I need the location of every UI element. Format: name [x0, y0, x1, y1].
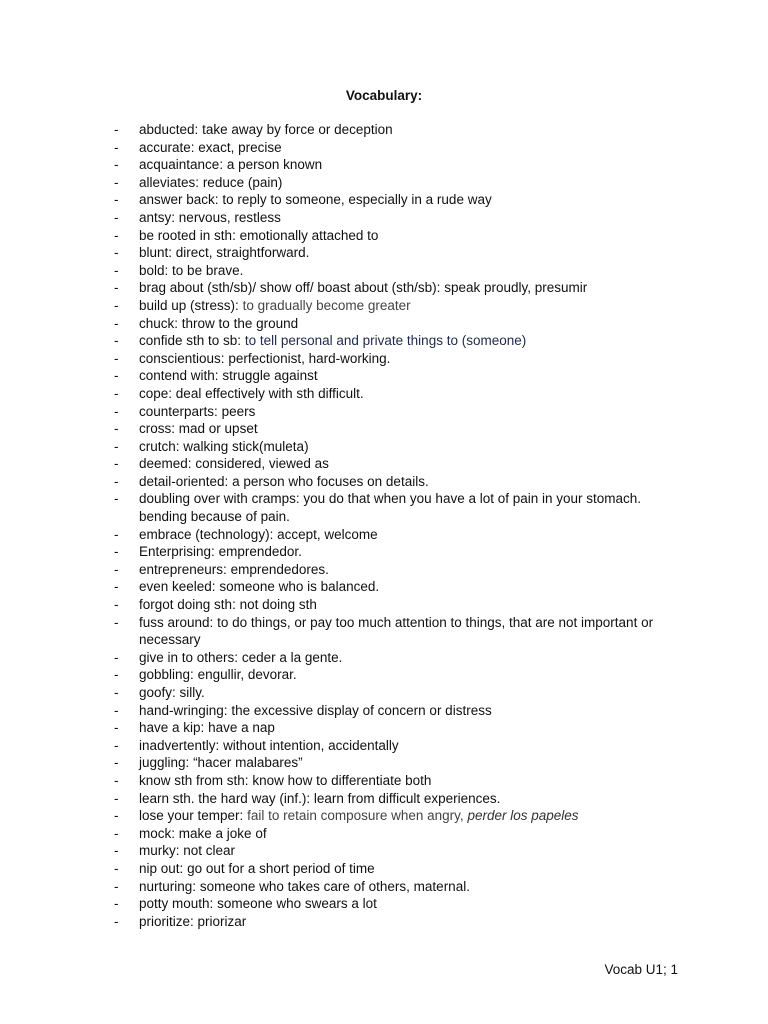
vocab-term: lose your temper:	[139, 808, 244, 824]
vocab-term: give in to others:	[139, 649, 239, 665]
vocab-definition: accept, welcome	[277, 526, 378, 542]
vocab-definition: not doing sth	[239, 597, 317, 613]
bullet-dash: -	[114, 561, 119, 577]
vocab-term: deemed:	[139, 456, 192, 472]
page-footer: Vocab U1; 1	[604, 962, 678, 977]
bullet-dash: -	[114, 790, 119, 806]
bullet-dash: -	[114, 209, 119, 225]
vocab-entry	[114, 438, 674, 456]
vocab-definition: make a joke of	[178, 825, 267, 841]
vocab-term: antsy:	[139, 209, 176, 225]
bullet-dash: -	[114, 456, 119, 472]
vocab-definition: direct, straightforward.	[175, 245, 310, 261]
vocab-definition: to reply to someone, especially in a rude way	[222, 192, 492, 208]
vocab-term: confide sth to sb:	[139, 333, 242, 349]
vocab-term: acquaintance:	[139, 157, 224, 173]
bullet-dash: -	[114, 438, 119, 454]
vocab-term: detail-oriented:	[139, 473, 229, 489]
vocab-term: brag about (sth/sb)/ show off/ boast about (sth/sb):	[139, 280, 441, 296]
vocab-definition: learn from difficult experiences.	[313, 790, 501, 806]
bullet-dash: -	[114, 473, 119, 489]
vocab-entry	[114, 490, 674, 525]
bullet-dash: -	[114, 139, 119, 155]
bullet-dash: -	[114, 315, 119, 331]
vocab-entry	[114, 473, 674, 491]
bullet-dash: -	[114, 649, 119, 665]
bullet-dash: -	[114, 614, 119, 630]
vocab-definition: a person known	[226, 157, 323, 173]
vocab-term: nip out:	[139, 860, 184, 876]
vocab-term: bold:	[139, 262, 169, 278]
bullet-dash: -	[114, 825, 119, 841]
vocab-definition: exact, precise	[198, 139, 282, 155]
vocab-entry	[114, 754, 674, 772]
bullet-dash: -	[114, 245, 119, 261]
vocab-definition: emprendedores.	[230, 561, 329, 577]
vocab-term: abducted:	[139, 122, 199, 137]
vocab-entry	[114, 279, 674, 297]
vocab-definition: someone who swears a lot	[217, 896, 377, 912]
bullet-dash: -	[114, 297, 119, 313]
vocab-definition: “hacer malabares”	[193, 755, 303, 771]
vocab-term: Enterprising:	[139, 544, 215, 560]
vocab-term: fuss around:	[139, 614, 214, 630]
vocab-term: forgot doing sth:	[139, 597, 236, 613]
bullet-dash: -	[114, 192, 119, 208]
vocab-entry	[114, 244, 674, 262]
vocab-definition: throw to the ground	[181, 315, 299, 331]
vocab-definition: silly.	[179, 685, 205, 700]
bullet-dash: -	[114, 403, 119, 419]
bullet-dash: -	[114, 350, 119, 366]
bullet-dash: -	[114, 720, 119, 736]
vocab-term: doubling over with cramps:	[139, 491, 300, 507]
vocab-term: accurate:	[139, 139, 195, 155]
bullet-dash: -	[114, 737, 119, 753]
vocab-definition: engullir, devorar.	[197, 667, 297, 683]
bullet-dash: -	[114, 667, 119, 683]
bullet-dash: -	[114, 368, 119, 384]
vocab-entry	[114, 455, 674, 473]
vocab-entry	[114, 332, 674, 350]
vocab-definition: perfectionist, hard-working.	[228, 350, 391, 366]
vocab-term: contend with:	[139, 368, 219, 384]
page-title: Vocabulary:	[345, 88, 423, 103]
vocab-term: goofy:	[139, 685, 176, 700]
vocab-definition: to tell personal and private things to (someone)	[244, 333, 527, 349]
vocabulary-list	[114, 121, 674, 930]
bullet-dash: -	[114, 262, 119, 278]
vocab-term: build up (stress):	[139, 297, 239, 313]
vocab-definition: go out for a short period of time	[187, 860, 375, 876]
bullet-dash: -	[114, 878, 119, 894]
vocab-definition: emotionally attached to	[239, 227, 379, 243]
bullet-dash: -	[114, 174, 119, 190]
vocab-term: entrepreneurs:	[139, 561, 227, 577]
bullet-dash: -	[114, 843, 119, 859]
vocab-definition: not clear	[183, 843, 236, 859]
vocab-definition: walking stick(muleta)	[183, 438, 309, 454]
vocab-definition: deal effectively with sth difficult.	[175, 385, 364, 401]
bullet-dash: -	[114, 685, 119, 700]
vocab-entry	[114, 385, 674, 403]
vocab-entry	[114, 684, 674, 702]
vocab-entry	[114, 737, 674, 755]
bullet-dash: -	[114, 122, 119, 137]
vocab-entry	[114, 209, 674, 227]
vocab-entry	[114, 666, 674, 684]
vocab-definition: mad or upset	[178, 421, 258, 437]
vocab-term: potty mouth:	[139, 896, 214, 912]
vocab-definition: without intention, accidentally	[223, 737, 399, 753]
vocab-entry	[114, 913, 674, 931]
vocab-definition: speak proudly, presumir	[444, 280, 588, 296]
vocab-entry	[114, 297, 674, 315]
bullet-dash: -	[114, 913, 119, 929]
vocab-term: prioritize:	[139, 913, 194, 929]
vocab-definition: considered, viewed as	[195, 456, 329, 472]
vocab-entry	[114, 596, 674, 614]
vocab-entry	[114, 878, 674, 896]
vocab-definition: a person who focuses on details.	[232, 473, 429, 489]
vocab-term: blunt:	[139, 245, 173, 261]
vocab-definition: take away by force or deception	[202, 122, 393, 137]
vocab-entry	[114, 139, 674, 157]
bullet-dash: -	[114, 755, 119, 771]
vocab-term: counterparts:	[139, 403, 218, 419]
vocab-entry	[114, 262, 674, 280]
vocab-definition: fail to retain composure when angry,	[247, 808, 464, 824]
vocab-entry	[114, 614, 674, 649]
vocab-definition: to do things, or pay too much attention to things, that are not important or necessary	[139, 614, 654, 648]
bullet-dash: -	[114, 333, 119, 349]
vocab-entry	[114, 526, 674, 544]
vocab-definition: nervous, restless	[178, 209, 281, 225]
vocab-term: be rooted in sth:	[139, 227, 236, 243]
vocab-term: know sth from sth:	[139, 772, 249, 788]
vocab-term: chuck:	[139, 315, 179, 331]
bullet-dash: -	[114, 597, 119, 613]
vocab-entry	[114, 649, 674, 667]
vocab-term: crutch:	[139, 438, 180, 454]
vocab-term: embrace (technology):	[139, 526, 274, 542]
bullet-dash: -	[114, 491, 119, 507]
vocab-definition-italic: perder los papeles	[467, 808, 579, 824]
vocab-entry	[114, 121, 674, 139]
vocab-term: gobbling:	[139, 667, 194, 683]
vocab-term: have a kip:	[139, 720, 205, 736]
vocab-term: cope:	[139, 385, 173, 401]
vocab-term: murky:	[139, 843, 180, 859]
vocab-entry	[114, 842, 674, 860]
vocab-term: alleviates:	[139, 174, 200, 190]
vocab-entry	[114, 860, 674, 878]
vocab-entry	[114, 156, 674, 174]
bullet-dash: -	[114, 808, 119, 824]
vocab-entry	[114, 315, 674, 333]
vocab-entry	[114, 561, 674, 579]
bullet-dash: -	[114, 702, 119, 718]
vocab-entry	[114, 807, 674, 825]
bullet-dash: -	[114, 544, 119, 560]
vocab-term: hand-wringing:	[139, 702, 228, 718]
vocab-entry	[114, 895, 674, 913]
vocab-entry	[114, 191, 674, 209]
vocab-entry	[114, 543, 674, 561]
vocab-term: cross:	[139, 421, 176, 437]
vocab-definition: ceder a la gente.	[241, 649, 343, 665]
vocab-definition: know how to differentiate both	[252, 772, 432, 788]
vocab-entry	[114, 420, 674, 438]
vocab-entry	[114, 403, 674, 421]
vocab-definition: have a nap	[208, 720, 275, 736]
vocab-entry	[114, 350, 674, 368]
vocab-entry	[114, 825, 674, 843]
bullet-dash: -	[114, 526, 119, 542]
vocab-definition: priorizar	[197, 913, 247, 929]
vocab-definition: someone who is balanced.	[219, 579, 380, 595]
bullet-dash: -	[114, 280, 119, 296]
bullet-dash: -	[114, 860, 119, 876]
vocab-definition: struggle against	[222, 368, 318, 384]
vocab-definition: someone who takes care of others, maternal.	[199, 878, 470, 894]
vocab-entry	[114, 367, 674, 385]
vocab-term: mock:	[139, 825, 176, 841]
vocab-definition: reduce (pain)	[202, 174, 283, 190]
vocab-entry	[114, 790, 674, 808]
vocab-entry	[114, 719, 674, 737]
vocab-term: inadvertently:	[139, 737, 220, 753]
vocab-entry	[114, 702, 674, 720]
vocab-definition: to gradually become greater	[242, 297, 411, 313]
vocab-term: answer back:	[139, 192, 219, 208]
vocab-definition: the excessive display of concern or distress	[231, 702, 492, 718]
bullet-dash: -	[114, 385, 119, 401]
vocab-term: even keeled:	[139, 579, 216, 595]
bullet-dash: -	[114, 772, 119, 788]
vocab-definition: emprendedor.	[218, 544, 302, 560]
vocab-entry	[114, 772, 674, 790]
vocab-definition: you do that when you have a lot of pain in your stomach. bending because of pain.	[139, 491, 642, 525]
vocab-term: juggling:	[139, 755, 190, 771]
vocab-term: learn sth. the hard way (inf.):	[139, 790, 311, 806]
vocab-entry	[114, 578, 674, 596]
vocab-entry	[114, 174, 674, 192]
bullet-dash: -	[114, 579, 119, 595]
vocab-entry	[114, 227, 674, 245]
vocab-definition: peers	[221, 403, 256, 419]
bullet-dash: -	[114, 157, 119, 173]
vocab-definition: to be brave.	[172, 262, 244, 278]
bullet-dash: -	[114, 421, 119, 437]
vocab-term: conscientious:	[139, 350, 225, 366]
bullet-dash: -	[114, 896, 119, 912]
vocab-term: nurturing:	[139, 878, 197, 894]
bullet-dash: -	[114, 227, 119, 243]
